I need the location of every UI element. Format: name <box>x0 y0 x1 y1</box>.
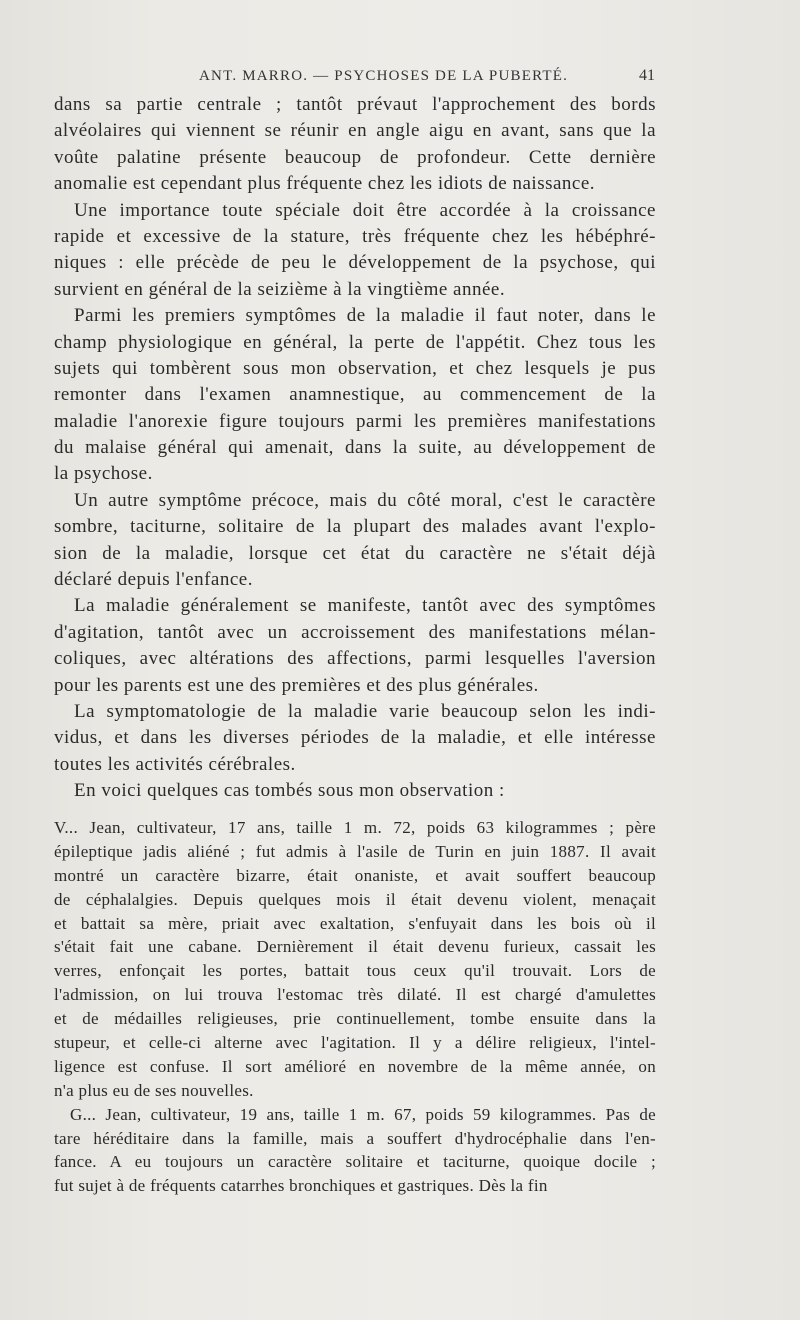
text-line: En voici quelques cas tombés sous mon observation : <box>74 780 505 802</box>
text-line: verres, enfonçait les portes, battait tous ceux qu'il trouvait. Lors de <box>54 961 656 981</box>
running-title: ANT. MARRO. — PSYCHOSES DE LA PUBERTÉ. <box>199 68 569 84</box>
text-line: V... Jean, cultivateur, 17 ans, taille 1 m. 72, poids 63 kilogrammes ; père <box>54 818 656 837</box>
text-line: déclaré depuis l'enfance. <box>54 569 253 591</box>
text-line: et battait sa mère, priait avec exaltation, s'enfuyait dans les bois où il <box>54 913 656 933</box>
paragraph <box>54 699 656 778</box>
text-line: fut sujet à de fréquents catarrhes bronchiques et gastriques. Dès la fin <box>54 1176 548 1196</box>
text-line: de céphalalgies. Depuis quelques mois il était devenu violent, menaçait <box>54 889 656 909</box>
paragraph <box>54 303 656 488</box>
paragraph <box>54 488 656 594</box>
text-line: toutes les activités cérébrales. <box>54 753 296 775</box>
case-paragraph <box>54 816 656 1103</box>
text-line: G... Jean, cultivateur, 19 ans, taille 1 m. 67, poids 59 kilogrammes. Pas de <box>70 1104 656 1124</box>
text-line: La symptomatologie de la maladie varie beaucoup selon les indi- <box>74 700 656 722</box>
paragraph <box>54 198 656 304</box>
text-line: sombre, taciturne, solitaire de la plupart des malades avant l'explo- <box>54 516 656 538</box>
text-line: Un autre symptôme précoce, mais du côté moral, c'est le caractère <box>74 489 656 511</box>
text-line: La maladie généralement se manifeste, tantôt avec des symptômes <box>74 595 656 617</box>
text-line: Parmi les premiers symptômes de la maladie il faut noter, dans le <box>74 305 656 327</box>
main-text <box>54 92 656 805</box>
page-number: 41 <box>639 67 655 84</box>
text-line: sujets qui tombèrent sous mon observation, et chez lesquels je pus <box>54 357 656 379</box>
text-line: n'a plus eu de ses nouvelles. <box>54 1080 254 1100</box>
text-line: rapide et excessive de la stature, très fréquente chez les hébéphré- <box>54 225 656 247</box>
text-line: stupeur, et celle-ci alterne avec l'agitation. Il y a délire religieux, l'intel- <box>54 1033 656 1053</box>
paragraph <box>54 92 656 198</box>
text-line: la psychose. <box>54 463 153 485</box>
text-line: montré un caractère bizarre, était onaniste, et avait souffert beaucoup <box>54 865 656 885</box>
text-line: remonter dans l'examen anamnestique, au commencement de la <box>54 384 656 406</box>
text-line: s'était fait une cabane. Dernièrement il était devenu furieux, cassait les <box>54 937 656 957</box>
text-line: tare héréditaire dans la famille, mais a souffert d'hydrocéphalie dans l'en- <box>54 1128 656 1148</box>
text-line: coliques, avec altérations des affections, parmi lesquelles l'aversion <box>54 648 656 670</box>
text-line: fance. A eu toujours un caractère solitaire et taciturne, quoique docile ; <box>54 1152 656 1172</box>
running-head <box>199 68 655 90</box>
text-line: survient en général de la seizième à la vingtième année. <box>54 278 506 300</box>
text-line: l'admission, on lui trouva l'estomac très dilaté. Il est chargé d'amulettes <box>54 985 656 1005</box>
text-line: champ physiologique en général, la perte de l'appétit. Chez tous les <box>54 331 656 353</box>
case-observations <box>54 816 656 1198</box>
paragraph <box>54 778 656 804</box>
text-line: du malaise général qui amenait, dans la suite, au développement de <box>54 437 656 459</box>
text-line: niques : elle précède de peu le développement de la psychose, qui <box>54 252 656 274</box>
text-line: Une importance toute spéciale doit être accordée à la croissance <box>74 199 656 221</box>
case-paragraph <box>54 1103 656 1199</box>
text-line: sion de la maladie, lorsque cet état du caractère ne s'était déjà <box>54 542 656 564</box>
text-line: ligence est confuse. Il sort amélioré en novembre de la même année, on <box>54 1056 656 1076</box>
text-line: anomalie est cependant plus fréquente chez les idiots de naissance. <box>54 173 596 195</box>
text-line: d'agitation, tantôt avec un accroissement des manifestations mélan- <box>54 621 656 643</box>
text-line: voûte palatine présente beaucoup de profondeur. Cette dernière <box>54 146 656 168</box>
text-line: pour les parents est une des premières et des plus générales. <box>54 674 539 696</box>
text-line: alvéolaires qui viennent se réunir en angle aigu en avant, sans que la <box>54 120 656 142</box>
text-line: épileptique jadis aliéné ; fut admis à l'asile de Turin en juin 1887. Il avait <box>54 841 656 861</box>
text-line: dans sa partie centrale ; tantôt prévaut l'approchement des bords <box>54 94 656 115</box>
text-line: et de médailles religieuses, prie continuellement, tombe ensuite dans la <box>54 1009 656 1029</box>
text-line: vidus, et dans les diverses périodes de la maladie, et elle intéresse <box>54 727 656 749</box>
paragraph <box>54 593 656 699</box>
text-line: maladie l'anorexie figure toujours parmi les premières manifestations <box>54 410 656 432</box>
